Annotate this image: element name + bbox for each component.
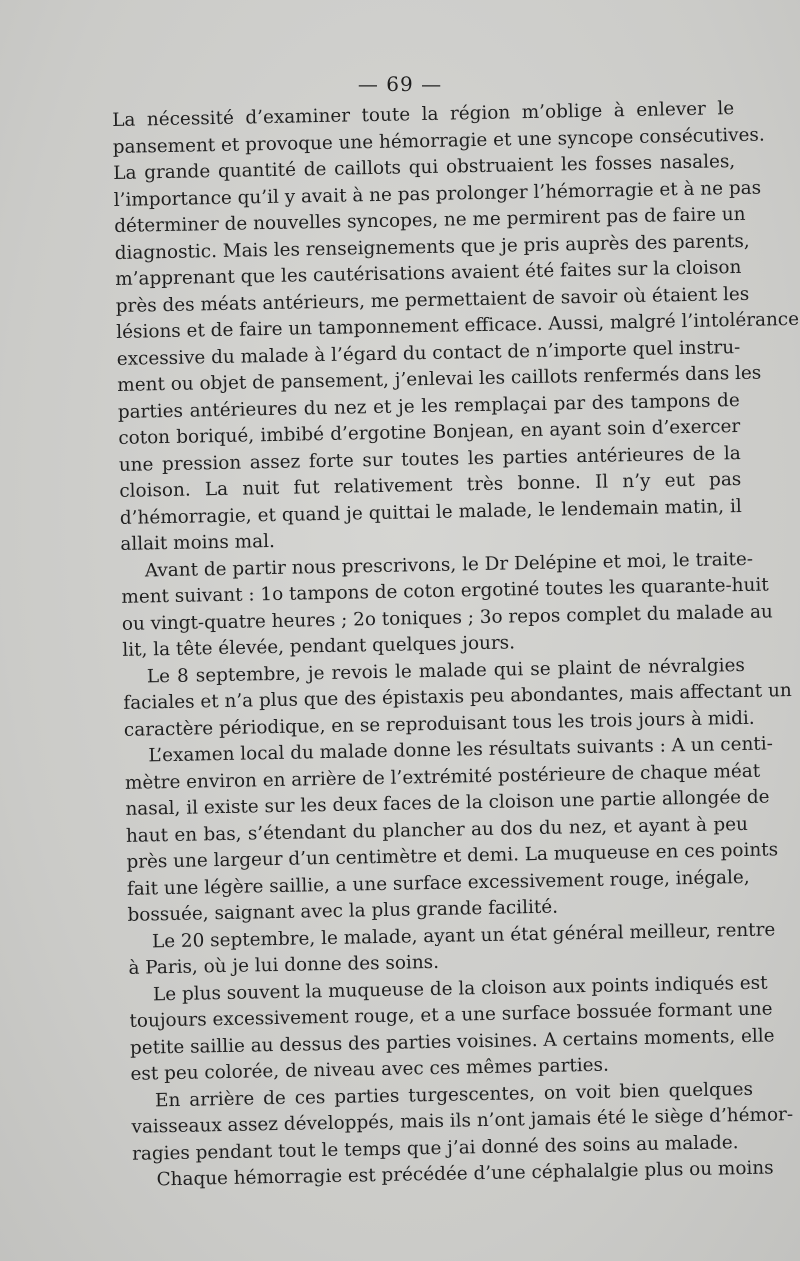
text-line: ou vingt-quatre heures ; 2o toniques ; 3o repos complet du malade au	[121, 600, 773, 635]
text-line: est peu colorée, de niveau avec ces mêmes parties.	[130, 1054, 610, 1085]
text-line: près des méats antérieurs, me permettaient de savoir où étaient les	[115, 283, 750, 317]
page-number: — 69 —	[357, 72, 443, 96]
paragraph	[131, 1076, 794, 1167]
text-line: caractère périodique, en se reproduisant tous les trois jours à midi.	[123, 707, 755, 741]
text-line: près une largeur d’un centimètre et demi. La muqueuse en ces points	[126, 839, 779, 873]
text-line: Le plus souvent la muqueuse de la cloison aux points indiqués est	[152, 972, 768, 1005]
text-line: déterminer de nouvelles syncopes, ne me permirent pas de faire un	[114, 203, 746, 237]
text-line: fait une légère saillie, a une surface excessivement rouge, inégale,	[126, 866, 750, 900]
text-line: lit, la tête élevée, pendant quelques jours.	[122, 632, 516, 661]
paragraph	[112, 96, 800, 558]
text-line: Chaque hémorragie est précédée d’une céphalalgie plus ou moins	[156, 1157, 774, 1191]
text-line: La nécessité d’examiner toute la région m’oblige à enlever le	[112, 98, 735, 131]
paragraph	[129, 970, 775, 1088]
text-line: L’examen local du malade donne les résultats suivants : A un centi-	[148, 733, 774, 767]
text-line: l’importance qu’il y avait à ne pas prolonger l’hémorragie et à ne pas	[113, 177, 762, 211]
text-line: faciales et n’a plus que des épistaxis peu abondantes, mais affectant un	[123, 680, 792, 714]
text-line: Avant de partir nous prescrivons, le Dr Delépine et moi, le traite-	[144, 548, 754, 581]
text-line: ragies pendant tout le temps que j’ai donné des soins au malade.	[131, 1131, 739, 1165]
text-line: lésions et de faire un tamponnement efficace. Aussi, malgré l’intolérance	[116, 308, 800, 343]
text-line: ment suivant : 1o tampons de coton ergotiné toutes les quarante-huit	[121, 574, 769, 608]
text-line: mètre environ en arrière de l’extrémité postérieure de chaque méat	[124, 760, 761, 794]
text-line: vaisseaux assez développés, mais ils n’ont jamais été le siège d’hémor-	[131, 1104, 794, 1138]
text-line: pansement et provoque une hémorragie et une syncope consécutives.	[112, 123, 765, 158]
text-line: à Paris, où je lui donne des soins.	[128, 951, 440, 979]
text-line: Le 20 septembre, le malade, ayant un état général meilleur, rentre	[151, 918, 776, 952]
paragraph	[121, 546, 773, 664]
text-line: En arrière de ces parties turgescentes, on voit bien quelques	[154, 1078, 754, 1111]
text-line: excessive du malade à l’égard du contact de n’importe quel instru-	[116, 336, 741, 370]
paragraph	[124, 732, 779, 929]
text-line: m’apprenant que les cautérisations avaient été faites sur la cloison	[115, 256, 742, 290]
text-line: bossuée, saignant avec la plus grande facilité.	[127, 896, 559, 926]
text-line: haut en bas, s’étendant du plancher au dos du nez, et ayant à peu	[125, 813, 749, 847]
text-line: cloison. La nuit fut relativement très bonne. Il n’y eut pas	[119, 468, 742, 502]
text-line: petite saillie au dessus des parties voisines. A certains moments, elle	[129, 1024, 775, 1059]
text-line: ment ou objet de pansement, j’enlevai les caillots renfermés dans les	[117, 362, 762, 396]
paragraph	[123, 652, 792, 743]
text-line: Le 8 septembre, je revois le malade qui se plaint de névralgies	[146, 654, 746, 687]
text-line: une pression assez forte sur toutes les parties antérieures de la	[118, 442, 741, 476]
text-line: diagnostic. Mais les renseignements que je pris auprès des parents,	[114, 230, 750, 264]
text-line: parties antérieures du nez et je les remplaçai par des tampons de	[117, 389, 740, 423]
text-line: d’hémorragie, et quand je quittai le malade, le lendemain matin, il	[119, 495, 742, 529]
text-line: La grande quantité de caillots qui obstruaient les fosses nasales,	[113, 151, 736, 184]
body-text	[112, 96, 800, 1194]
text-line: allait moins mal.	[120, 530, 276, 555]
text-line: nasal, il existe sur les deux faces de la cloison une partie allongée de	[125, 786, 770, 820]
text-line: toujours excessivement rouge, et a une surface bossuée formant une	[129, 998, 773, 1032]
text-line: coton boriqué, imbibé d’ergotine Bonjean, en ayant soin d’exercer	[118, 416, 741, 449]
